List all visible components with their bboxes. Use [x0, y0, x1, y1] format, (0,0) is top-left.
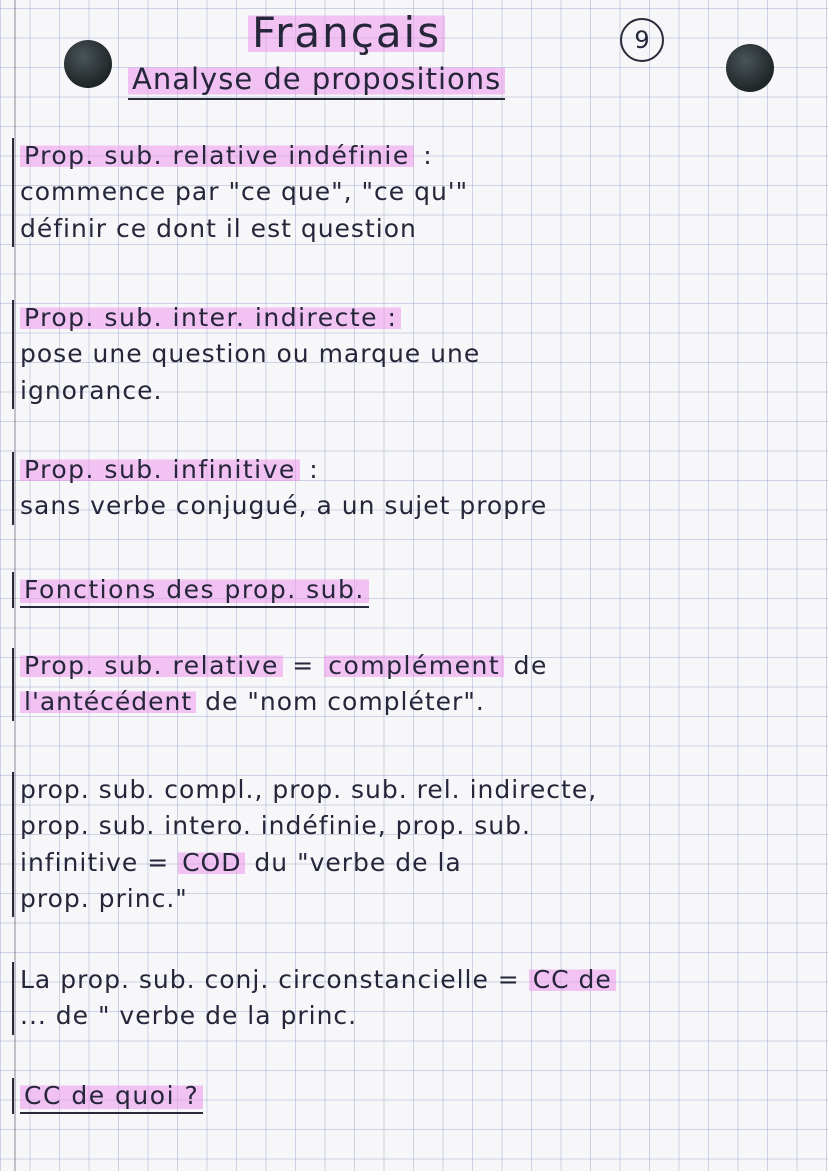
section-heading: CC de quoi ?: [20, 1081, 203, 1114]
section-cod-fonction: prop. sub. compl., prop. sub. rel. indirecte, prop. sub. intero. indéfinie, prop. sub. infinitive = COD du "verbe de la prop. princ.": [12, 772, 820, 917]
section-relative-indefinie: Prop. sub. relative indéfinie : commence par "ce que", "ce qu'" définir ce dont il est question: [12, 138, 820, 247]
section-heading: Prop. sub. infinitive: [20, 455, 300, 484]
section-fonctions: [12, 572, 820, 608]
section-heading: Prop. sub. relative indéfinie: [20, 141, 414, 170]
section-text: prop. princ.": [20, 883, 188, 913]
section-circonstancielle: La prop. sub. conj. circonstancielle = CC de ... de " verbe de la princ.: [12, 962, 820, 1035]
section-heading: Prop. sub. inter. indirecte :: [20, 303, 401, 332]
page-number-badge: 9: [620, 18, 664, 62]
binder-hole-left: [64, 40, 112, 88]
page-title: Français: [248, 8, 445, 57]
section-text: pose une question ou marque une: [20, 339, 481, 369]
section-question: [12, 1078, 820, 1114]
section-text: ignorance.: [20, 375, 163, 405]
section-text: commence par "ce que", "ce qu'": [20, 177, 469, 207]
section-text: sans verbe conjugué, a un sujet propre: [20, 491, 548, 521]
page-subtitle: Analyse de propositions: [128, 62, 505, 96]
section-text: définir ce dont il est question: [20, 213, 417, 243]
section-infinitive: Prop. sub. infinitive : sans verbe conjugué, a un sujet propre: [12, 452, 820, 525]
section-relative-fonction: Prop. sub. relative = complément de l'antécédent de "nom compléter".: [12, 648, 820, 721]
section-text: prop. sub. intero. indéfinie, prop. sub.: [20, 811, 531, 841]
section-text: ... de " verbe de la princ.: [20, 1001, 358, 1031]
section-inter-indirecte: [12, 300, 820, 409]
section-heading: Fonctions des prop. sub.: [20, 575, 369, 608]
binder-hole-right: [726, 44, 774, 92]
section-text: prop. sub. compl., prop. sub. rel. indirecte,: [20, 775, 598, 804]
